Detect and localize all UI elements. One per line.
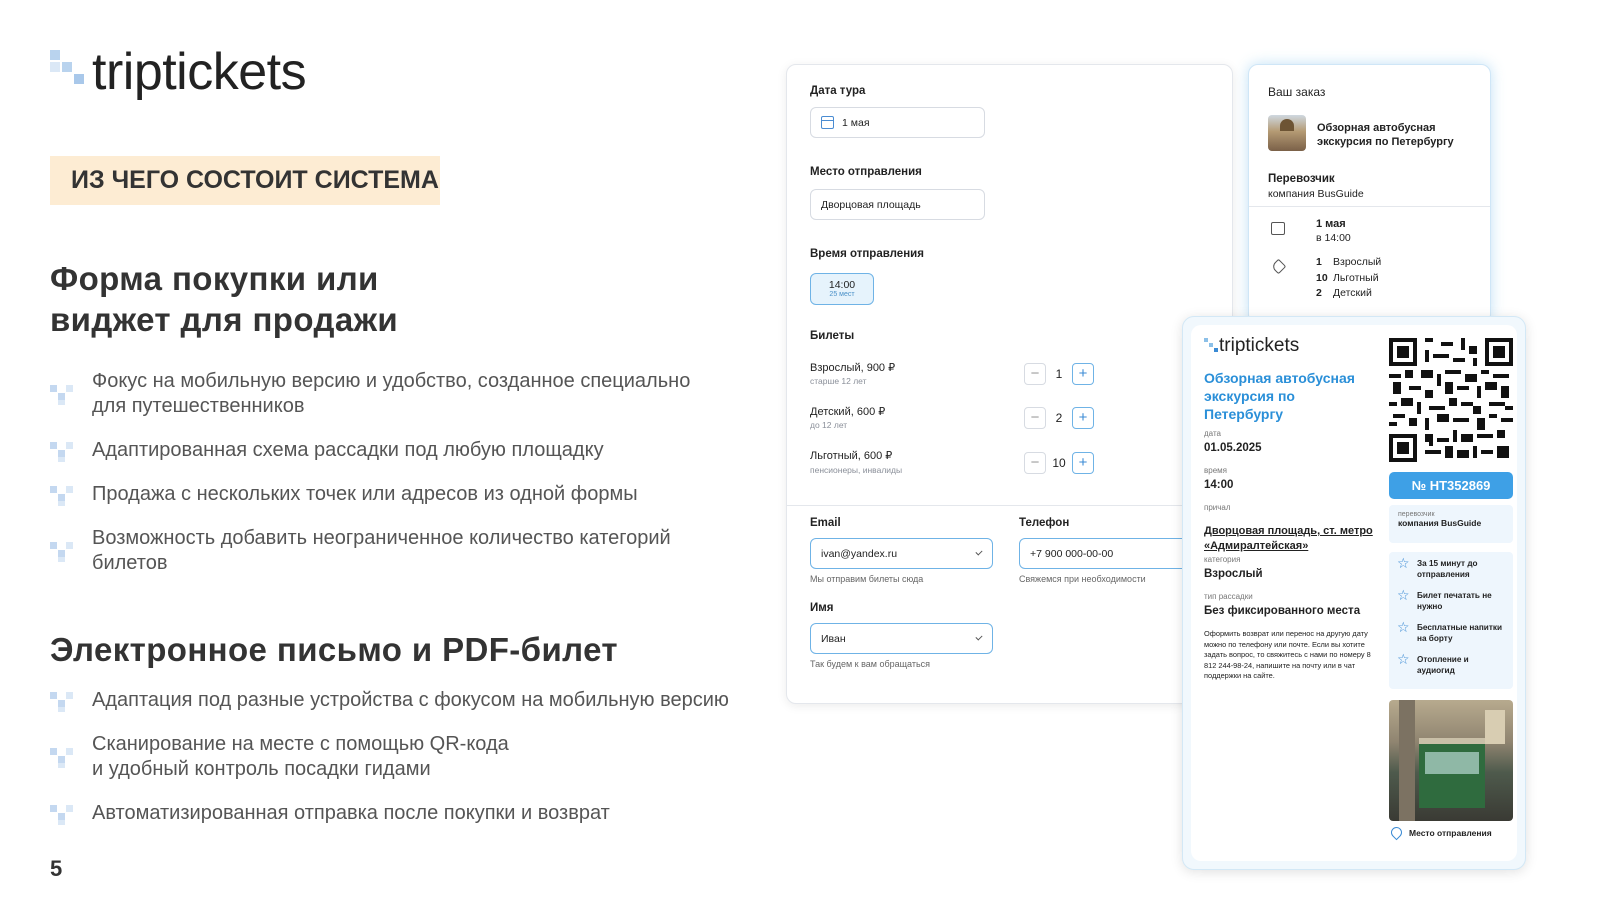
time-slot-seats: 25 мест	[829, 291, 855, 298]
ticket-body	[1191, 325, 1517, 861]
bullet-text: Продажа с нескольких точек или адресов из одной формы	[92, 483, 638, 505]
order-row	[1316, 271, 1381, 287]
bullet-item	[50, 732, 750, 782]
order-date: 1 мая	[1316, 218, 1346, 230]
bullet-text: Адаптированная схема рассадки под любую площадку	[92, 439, 604, 461]
ticket-seating-label: тип рассадки	[1204, 592, 1253, 601]
feature-item	[1397, 555, 1505, 580]
logo-mark-icon	[50, 44, 94, 100]
calendar-icon	[821, 116, 834, 129]
bullet-item	[50, 526, 710, 576]
phone-field[interactable]: +7 900 000-00-00	[1019, 538, 1233, 569]
tour-date-value: 1 мая	[842, 116, 870, 129]
feature-text: Билет печатать не нужно	[1417, 591, 1492, 611]
bullet-text-line2: и удобный контроль посадки гидами	[92, 758, 431, 780]
ticket-carrier-value: компания BusGuide	[1398, 518, 1482, 528]
ticket-child-name: Детский, 600 ₽	[810, 406, 886, 418]
email-label: Email	[810, 517, 841, 529]
ticket-logo-text: triptickets	[1219, 335, 1300, 356]
section1-title-line1: Форма покупки или	[50, 260, 379, 297]
section-badge: ИЗ ЧЕГО СОСТОИТ СИСТЕМА	[50, 156, 440, 205]
tickets-label: Билеты	[810, 330, 855, 342]
time-slot-chip[interactable]	[810, 273, 874, 305]
bullet-item	[50, 438, 750, 463]
bullet-check-icon	[50, 540, 74, 564]
brand-logo	[50, 42, 306, 102]
section2-title: Электронное письмо и PDF-билет	[50, 631, 618, 668]
bullet-check-icon	[50, 690, 74, 714]
departure-place-link[interactable]	[1391, 827, 1492, 838]
order-divider	[1249, 206, 1490, 207]
ticket-date-value: 01.05.2025	[1204, 442, 1262, 454]
ticket-carrier-label: перевозчик	[1398, 511, 1435, 518]
row-label: Взрослый	[1333, 256, 1382, 268]
email-hint: Мы отправим билеты сюда	[810, 574, 924, 584]
section1-bullets	[50, 369, 750, 595]
star-icon: ☆	[1397, 651, 1410, 667]
ticket-date-label: дата	[1204, 429, 1221, 438]
logo-mark-icon	[1204, 336, 1220, 356]
tag-icon	[1271, 259, 1287, 275]
name-label: Имя	[810, 602, 834, 614]
qr-code	[1389, 337, 1513, 463]
quantity-value: 1	[1055, 367, 1063, 381]
phone-label: Телефон	[1019, 517, 1070, 529]
carrier-value: компания BusGuide	[1268, 188, 1364, 200]
bullet-item	[50, 482, 750, 507]
ticket-child-sub: до 12 лет	[810, 420, 848, 430]
ticket-note: Оформить возврат или перенос на другую дату можно по телефону или почте. Если вы хотите задать вопрос, то свяжитесь с нами по номеру 8 812 244-98-24, напишите на почту или в чат поддержки на сайте.	[1204, 629, 1371, 680]
star-icon: ☆	[1397, 619, 1410, 635]
order-row	[1316, 255, 1381, 271]
bullet-text-line1: Сканирование на месте с помощью QR-кода	[92, 733, 509, 755]
departure-place-photo	[1389, 700, 1513, 821]
bullet-check-icon	[50, 484, 74, 508]
name-value: Иван	[821, 632, 846, 645]
section1-title-line2: виджет для продажи	[50, 301, 399, 338]
quantity-stepper-discount	[1024, 452, 1094, 474]
location-pin-icon	[1389, 825, 1405, 841]
decrement-button[interactable]: −	[1024, 363, 1046, 385]
check-icon	[975, 548, 982, 555]
ticket-pier-value[interactable]: Дворцовая площадь, ст. метро «Адмиралтейская»	[1204, 525, 1373, 552]
departure-label: Место отправления	[810, 166, 922, 178]
tour-thumbnail	[1268, 115, 1306, 151]
ticket-discount-name: Льготный, 600 ₽	[810, 450, 893, 462]
bullet-item	[50, 369, 710, 419]
ticket-discount-sub: пенсионеры, инвалиды	[810, 465, 903, 475]
feature-item	[1397, 587, 1505, 612]
phone-hint: Свяжемся при необходимости	[1019, 574, 1146, 584]
ticket-tour-name: Обзорная автобусная экскурсия по Петербургу	[1204, 370, 1355, 422]
chevron-down-icon	[975, 633, 982, 640]
ticket-carrier-box	[1389, 505, 1513, 543]
page-number: 5	[50, 856, 63, 881]
row-label: Льготный	[1333, 271, 1379, 284]
star-icon: ☆	[1397, 555, 1410, 571]
row-count: 2	[1316, 287, 1322, 299]
feature-item	[1397, 619, 1505, 644]
tour-date-input[interactable]	[810, 107, 985, 138]
departure-place-label: Место отправления	[1409, 827, 1492, 838]
bullet-check-icon	[50, 383, 74, 407]
order-row	[1316, 286, 1381, 302]
email-value: ivan@yandex.ru	[821, 547, 898, 560]
departure-input[interactable]: Дворцовая площадь	[810, 189, 985, 220]
ticket-category-label: категория	[1204, 555, 1241, 564]
row-count: 10	[1316, 271, 1328, 284]
order-tour-name: Обзорная автобусная экскурсия по Петербургу	[1317, 122, 1454, 148]
bullet-text: Автоматизированная отправка после покупки и возврат	[92, 802, 610, 824]
increment-button[interactable]: +	[1072, 363, 1094, 385]
calendar-icon	[1271, 222, 1285, 235]
bullet-check-icon	[50, 803, 74, 827]
email-field[interactable]	[810, 538, 993, 569]
feature-text: За 15 минут до отправления	[1417, 559, 1478, 579]
order-title: Ваш заказ	[1268, 85, 1326, 99]
form-divider	[787, 505, 1232, 506]
bullet-text: Возможность добавить неограниченное количество категорий билетов	[92, 527, 671, 574]
quantity-value: 10	[1052, 456, 1066, 470]
star-icon: ☆	[1397, 587, 1410, 603]
pdf-ticket	[1182, 316, 1526, 870]
feature-text: Бесплатные напитки на борту	[1417, 623, 1502, 643]
purchase-form	[786, 64, 1233, 704]
increment-button[interactable]: +	[1072, 452, 1094, 474]
ticket-features	[1389, 552, 1513, 689]
ticket-adult-name: Взрослый, 900 ₽	[810, 362, 896, 374]
time-slot-value: 14:00	[828, 279, 856, 291]
bullet-check-icon	[50, 440, 74, 464]
ticket-time-value: 14:00	[1204, 479, 1234, 491]
feature-item	[1397, 651, 1505, 676]
tour-date-label: Дата тура	[810, 85, 866, 97]
increment-button[interactable]: +	[1072, 407, 1094, 429]
ticket-adult-sub: старше 12 лет	[810, 376, 867, 386]
ticket-time-label: время	[1204, 466, 1227, 475]
bullet-text: Фокус на мобильную версию и удобство, созданное специально для путешественников	[92, 370, 691, 417]
bullet-check-icon	[50, 746, 74, 770]
decrement-button[interactable]: −	[1024, 407, 1046, 429]
section2-bullets	[50, 688, 750, 845]
order-summary	[1248, 64, 1491, 324]
ticket-category-value: Взрослый	[1204, 568, 1263, 580]
carrier-label: Перевозчик	[1268, 173, 1335, 185]
bullet-text: Адаптация под разные устройства с фокусом на мобильную версию	[92, 689, 729, 711]
row-label: Детский	[1333, 287, 1372, 299]
order-ticket-rows	[1316, 255, 1381, 302]
ticket-logo	[1204, 335, 1299, 357]
bullet-item	[50, 801, 750, 826]
ticket-number-badge: № НТ352869	[1389, 472, 1513, 499]
section1-title	[50, 258, 398, 340]
logo-text: triptickets	[92, 43, 307, 101]
order-time: в 14:00	[1316, 232, 1351, 244]
ticket-pier-label: причал	[1204, 503, 1231, 512]
name-hint: Так будем к вам обращаться	[810, 659, 931, 669]
time-label: Время отправления	[810, 248, 924, 260]
quantity-stepper-adult	[1024, 363, 1094, 385]
quantity-value: 2	[1055, 411, 1063, 425]
row-count: 1	[1316, 256, 1322, 268]
ticket-seating-value: Без фиксированного места	[1204, 605, 1361, 617]
quantity-stepper-child	[1024, 407, 1094, 429]
decrement-button[interactable]: −	[1024, 452, 1046, 474]
name-field[interactable]	[810, 623, 993, 654]
bullet-item	[50, 688, 750, 713]
feature-text: Отопление и аудиогид	[1417, 655, 1469, 675]
